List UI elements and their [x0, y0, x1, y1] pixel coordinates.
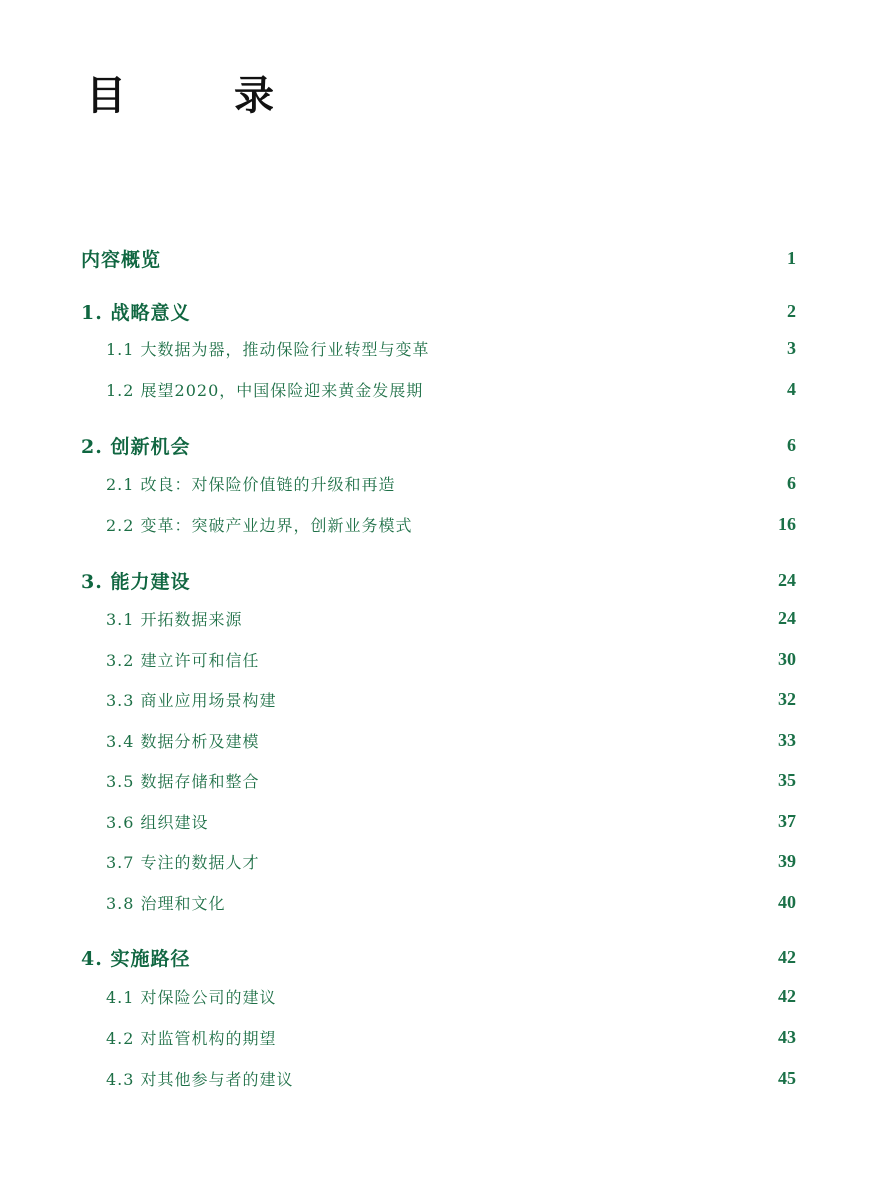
toc-page-number: 24: [778, 607, 796, 628]
toc-entry-label: 3.7 专注的数据人才: [106, 852, 260, 872]
toc-section-entry[interactable]: [81, 296, 796, 326]
toc-page-number: 43: [778, 1026, 796, 1047]
toc-entry-label: 2. 创新机会: [81, 435, 191, 458]
toc-entry-label: 3.6 组织建设: [106, 812, 209, 832]
toc-page-number: 24: [778, 569, 796, 590]
toc-subsection-entry[interactable]: [106, 334, 796, 362]
toc-subsection-entry[interactable]: [106, 1064, 796, 1092]
toc-page-number: 35: [778, 769, 796, 790]
toc-subsection-entry[interactable]: [106, 645, 796, 673]
toc-subsection-entry[interactable]: [106, 982, 796, 1010]
toc-page-number: 16: [778, 513, 796, 534]
toc-entry-label: 内容概览: [81, 248, 162, 271]
page-title: 目 录: [86, 72, 308, 119]
toc-section-entry[interactable]: [81, 243, 796, 273]
toc-entry-label: 2.1 改良：对保险价值链的升级和再造: [106, 474, 396, 494]
toc-entry-label: 3.1 开拓数据来源: [106, 609, 243, 629]
toc-section-entry[interactable]: [81, 565, 796, 595]
toc-entry-label: 3.2 建立许可和信任: [106, 650, 260, 670]
toc-page-number: 37: [778, 810, 796, 831]
toc-subsection-entry[interactable]: [106, 1023, 796, 1051]
toc-entry-label: 1.2 展望2020，中国保险迎来黄金发展期: [106, 380, 424, 400]
toc-entry-label: 3.8 治理和文化: [106, 893, 226, 913]
toc-subsection-entry[interactable]: [106, 726, 796, 754]
toc-page-number: 6: [787, 434, 796, 455]
toc-entry-label: 3.4 数据分析及建模: [106, 731, 260, 751]
toc-page-number: 33: [778, 729, 796, 750]
toc-entry-label: 1. 战略意义: [81, 301, 191, 324]
toc-subsection-entry[interactable]: [106, 766, 796, 794]
toc-entry-label: 3.3 商业应用场景构建: [106, 690, 277, 710]
toc-subsection-entry[interactable]: [106, 807, 796, 835]
toc-page-number: 3: [787, 337, 796, 358]
toc-page-number: 45: [778, 1067, 796, 1088]
toc-page-number: 1: [787, 247, 796, 268]
toc-section-entry[interactable]: [81, 942, 796, 972]
toc-entry-label: 2.2 变革：突破产业边界，创新业务模式: [106, 515, 413, 535]
toc-page-number: 4: [787, 378, 796, 399]
toc-page-number: 30: [778, 648, 796, 669]
toc-entry-label: 4. 实施路径: [81, 947, 191, 970]
toc-subsection-entry[interactable]: [106, 375, 796, 403]
toc-entry-label: 3. 能力建设: [81, 570, 191, 593]
toc-page-number: 40: [778, 891, 796, 912]
toc-page-number: 32: [778, 688, 796, 709]
toc-page-number: 39: [778, 850, 796, 871]
toc-entry-label: 4.2 对监管机构的期望: [106, 1028, 277, 1048]
toc-subsection-entry[interactable]: [106, 685, 796, 713]
toc-entry-label: 4.1 对保险公司的建议: [106, 987, 277, 1007]
toc-entry-label: 3.5 数据存储和整合: [106, 771, 260, 791]
toc-subsection-entry[interactable]: [106, 510, 796, 538]
toc-page-number: 42: [778, 985, 796, 1006]
toc-subsection-entry[interactable]: [106, 847, 796, 875]
toc-subsection-entry[interactable]: [106, 888, 796, 916]
toc-page-number: 42: [778, 946, 796, 967]
toc-page-number: 6: [787, 472, 796, 493]
toc-entry-label: 4.3 对其他参与者的建议: [106, 1069, 294, 1089]
toc-subsection-entry[interactable]: [106, 469, 796, 497]
toc-section-entry[interactable]: [81, 430, 796, 460]
toc-subsection-entry[interactable]: [106, 604, 796, 632]
toc-entry-label: 1.1 大数据为器，推动保险行业转型与变革: [106, 339, 430, 359]
toc-page-number: 2: [787, 300, 796, 321]
